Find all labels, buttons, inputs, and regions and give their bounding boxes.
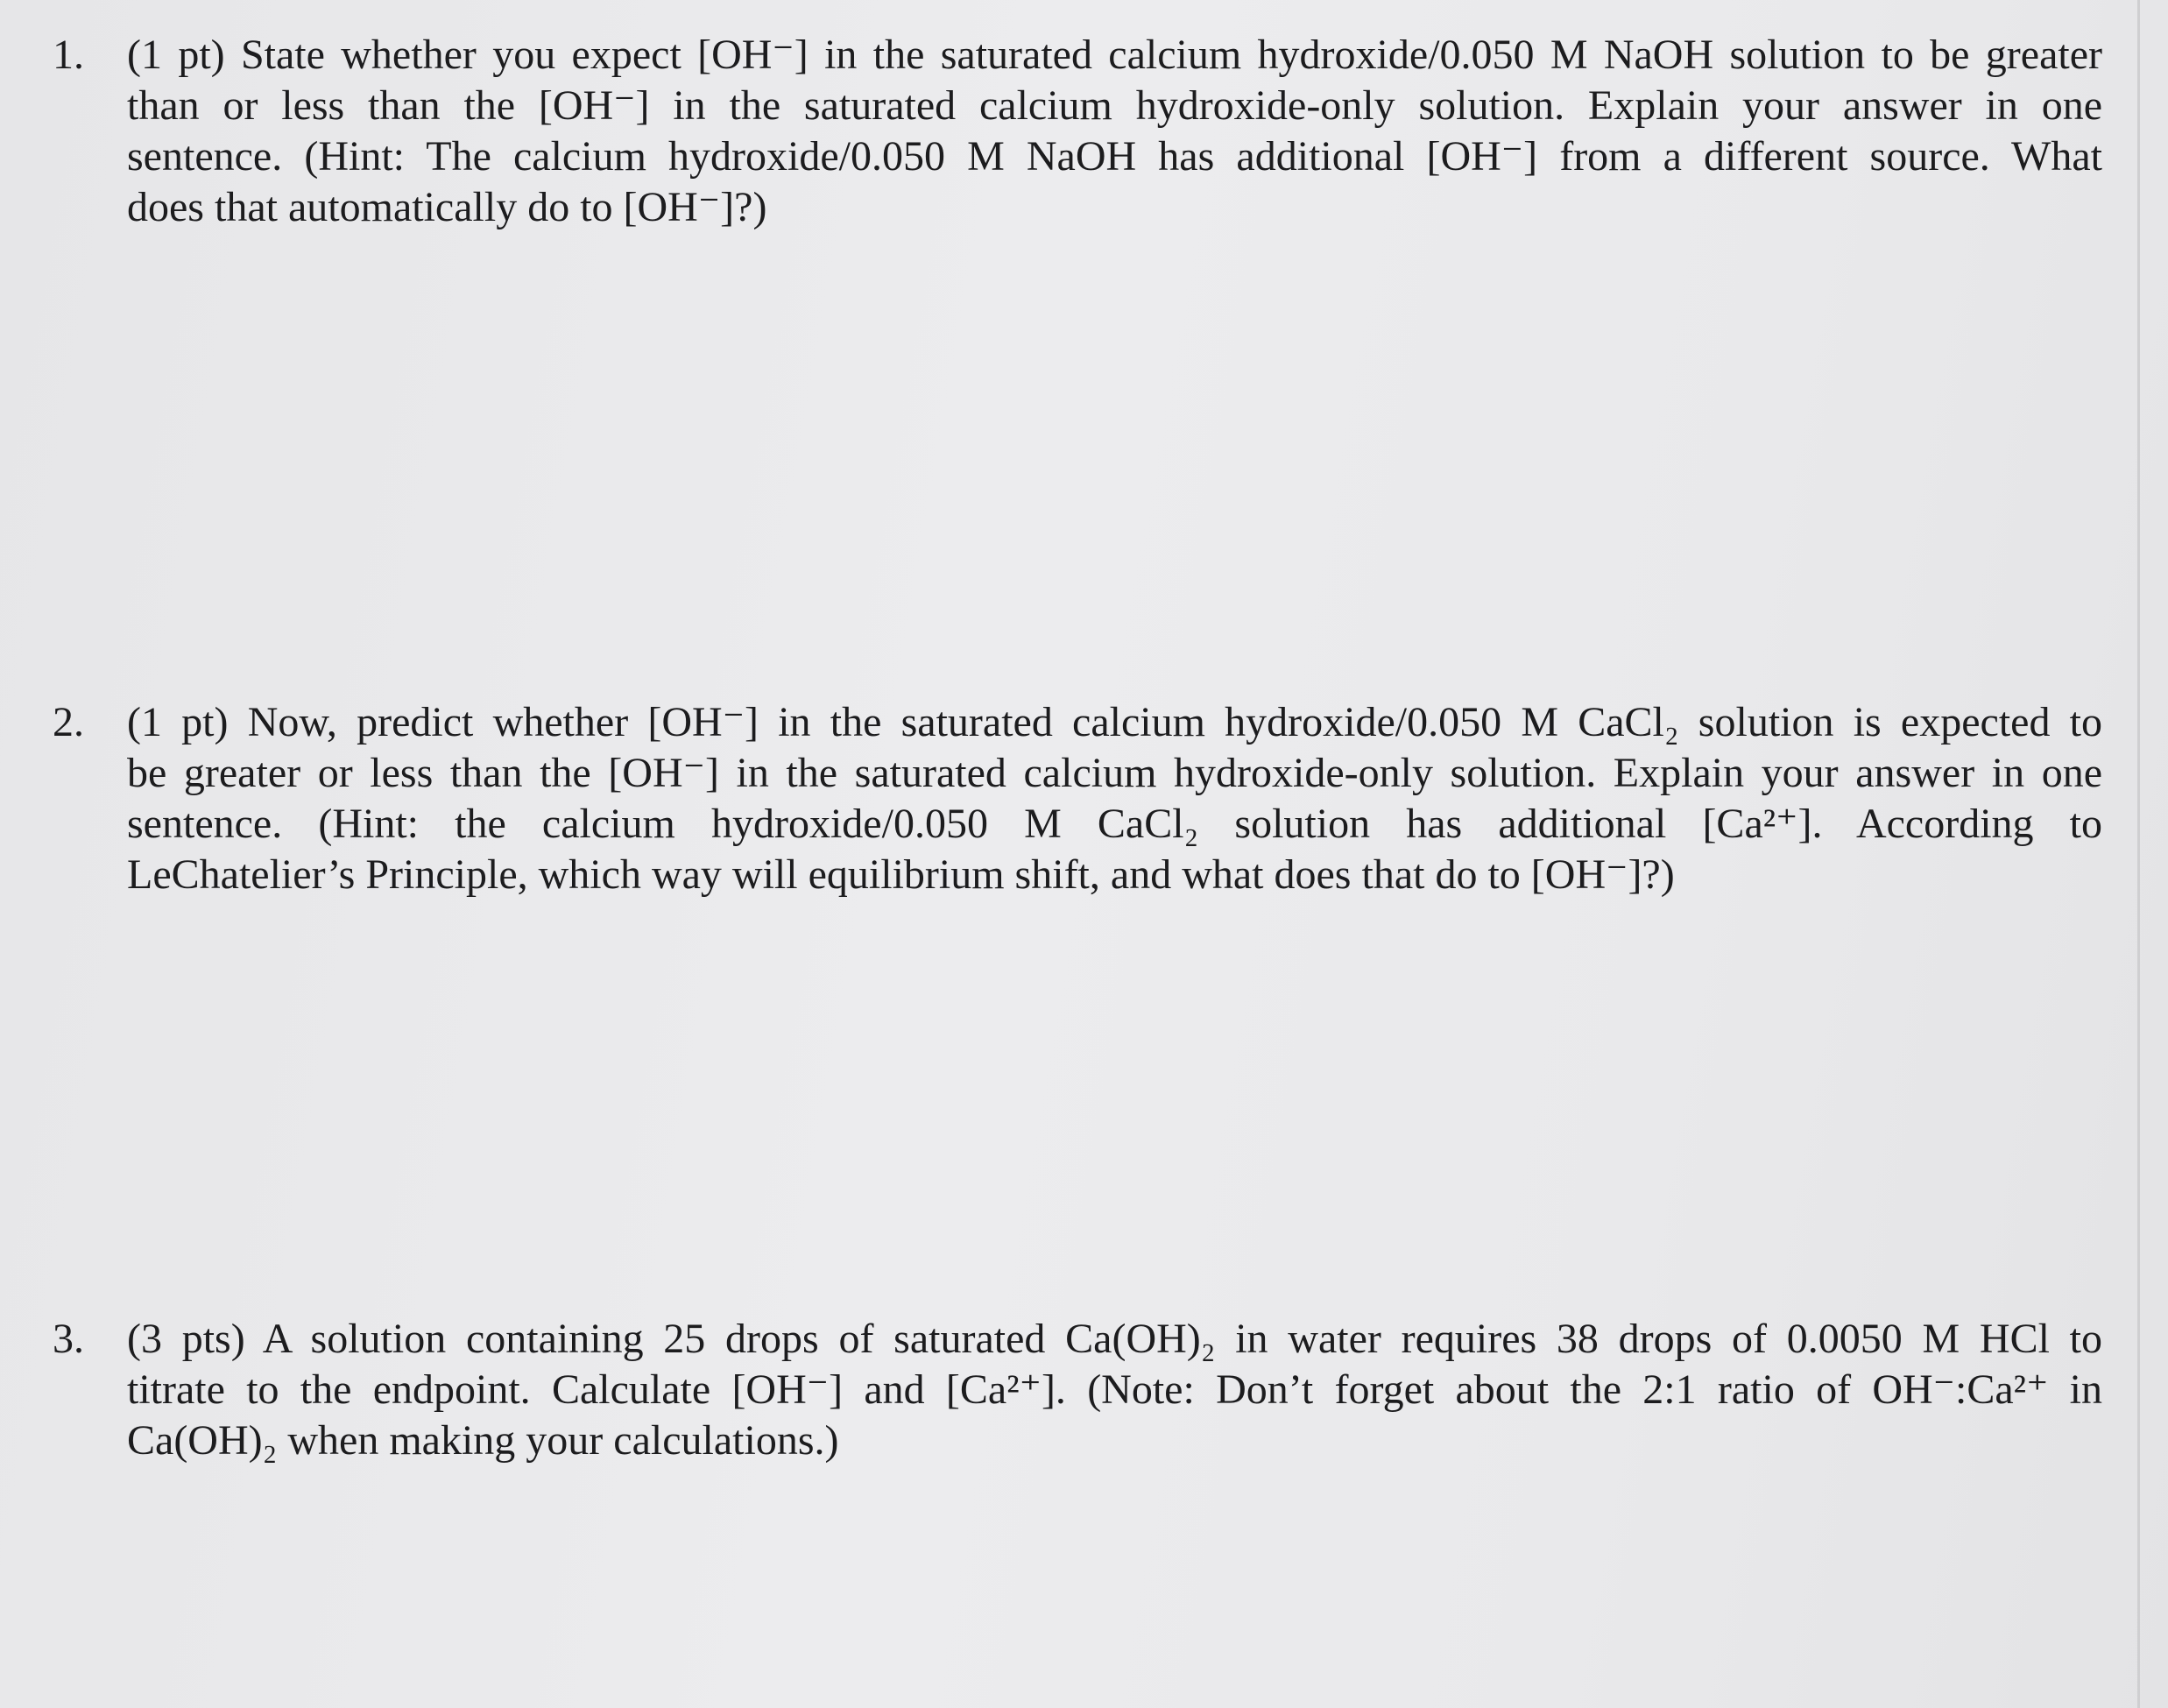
question-text-line: than or less than the [OH⁻] in the saturated calcium hydroxide-only solution. Explain your answer in one (127, 82, 2102, 129)
question-3 (53, 1314, 2102, 1466)
question-text-line: does that automatically do to [OH⁻]?) (127, 184, 767, 230)
question-text-line: be greater or less than the [OH⁻] in the saturated calcium hydroxide-only solution. Explain your answer in one (127, 750, 2102, 796)
question-text-line: (3 pts) A solution containing 25 drops of saturated Ca(OH)₂ in water requires 38 drops of 0.0050 M HCl to (127, 1316, 2102, 1362)
question-text-line: Ca(OH)₂ when making your calculations.) (127, 1417, 839, 1464)
page-edge-divider (2137, 0, 2140, 1708)
question-text-line: (1 pt) Now, predict whether [OH⁻] in the saturated calcium hydroxide/0.050 M CaCl₂ solution is expected to (127, 699, 2102, 745)
question-text-line: (1 pt) State whether you expect [OH⁻] in the saturated calcium hydroxide/0.050 M NaOH solution to be greater (127, 32, 2102, 78)
question-number: 1. (53, 32, 84, 78)
question-2 (53, 697, 2102, 900)
question-number: 2. (53, 699, 84, 745)
question-1 (53, 30, 2102, 233)
question-text-line: LeChatelier’s Principle, which way will equilibrium shift, and what does that do to [OH⁻]?) (127, 851, 1675, 898)
question-text-line: sentence. (Hint: the calcium hydroxide/0.050 M CaCl₂ solution has additional [Ca²⁺]. According to (127, 801, 2102, 847)
question-text-line: titrate to the endpoint. Calculate [OH⁻] and [Ca²⁺]. (Note: Don’t forget about the 2:1 ratio of OH⁻:Ca²⁺ in (127, 1366, 2102, 1413)
question-number: 3. (53, 1316, 84, 1362)
question-text-line: sentence. (Hint: The calcium hydroxide/0.050 M NaOH has additional [OH⁻] from a different source. What (127, 133, 2102, 180)
